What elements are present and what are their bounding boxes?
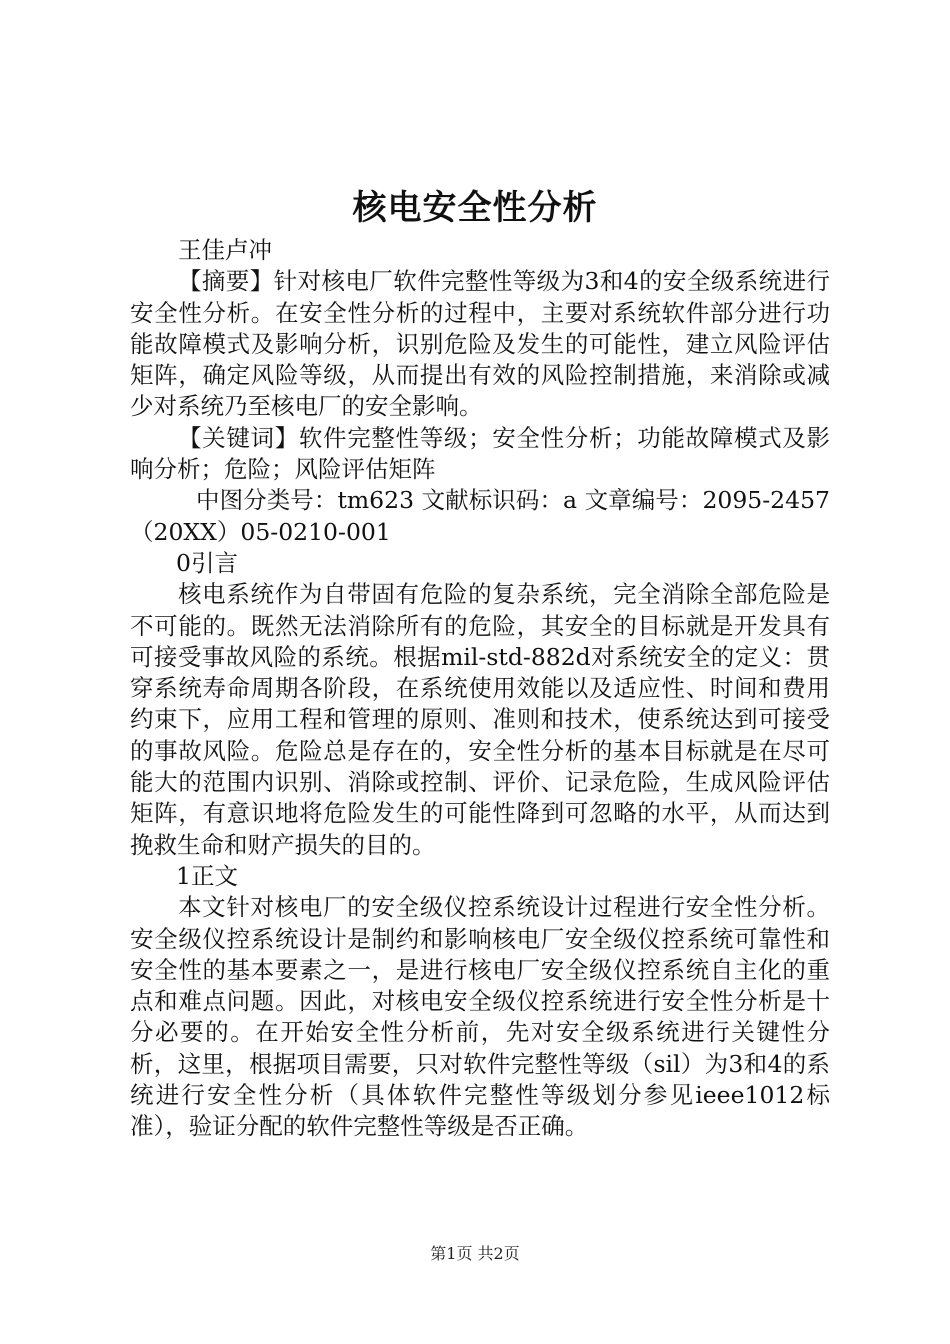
main-paragraph: 本文针对核电厂的安全级仪控系统设计过程进行安全性分析。安全级仪控系统设计是制约和影响核电厂安全级仪控系统可靠性和安全性的基本要素之一，是进行核电厂安全级仪控系统自主化的重点和难点问题。因此，对核电安全级仪控系统进行安全性分析是十分必要的。在开始安全性分析前，先对安全级系统进行关键性分析，这里，根据项目需要，只对软件完整性等级（sil）为3和4的系统进行安全性分析（具体软件完整性等级划分参见ieee1012标准），验证分配的软件完整性等级是否正确。 — [130, 893, 830, 1141]
introduction-paragraph: 核电系统作为自带固有危险的复杂系统，完全消除全部危险是不可能的。既然无法消除所有的危险，其安全的目标就是开发具有可接受事故风险的系统。根据mil-std-882d对系统安全的定义：贯穿系统寿命周期各阶段，在系统使用效能以及适应性、时间和费用约束下，应用工程和管理的原则、准则和技术，使系统达到可接受的事故风险。危险总是存在的，安全性分析的基本目标就是在尽可能大的范围内识别、消除或控制、评价、记录危险，生成风险评估矩阵，有意识地将危险发生的可能性降到可忽略的水平，从而达到挽救生命和财产损失的目的。 — [130, 580, 830, 859]
section-heading-introduction: 0引言 — [176, 548, 238, 577]
document-title: 核电安全性分析 — [352, 188, 598, 228]
keywords-paragraph: 【关键词】软件完整性等级；安全性分析；功能故障模式及影响分析；危险；风险评估矩阵 — [130, 423, 830, 484]
abstract-paragraph: 【摘要】针对核电厂软件完整性等级为3和4的安全级系统进行安全性分析。在安全性分析的过程中，主要对系统软件部分进行功能故障模式及影响分析，识别危险及发生的可能性，建立风险评估矩阵，确定风险等级，从而提出有效的风险控制措施，来消除或减少对系统乃至核电厂的安全影响。 — [130, 267, 830, 421]
section-heading-main: 1正文 — [176, 861, 238, 890]
document-body — [130, 235, 830, 1143]
author-line: 王佳卢冲 — [178, 236, 272, 264]
page-footer: 第1页 共2页 — [430, 1244, 520, 1263]
classification-paragraph: 中图分类号：tm623 文献标识码：a 文章编号：2095-2457（20XX）05-0210-001 — [130, 486, 830, 546]
